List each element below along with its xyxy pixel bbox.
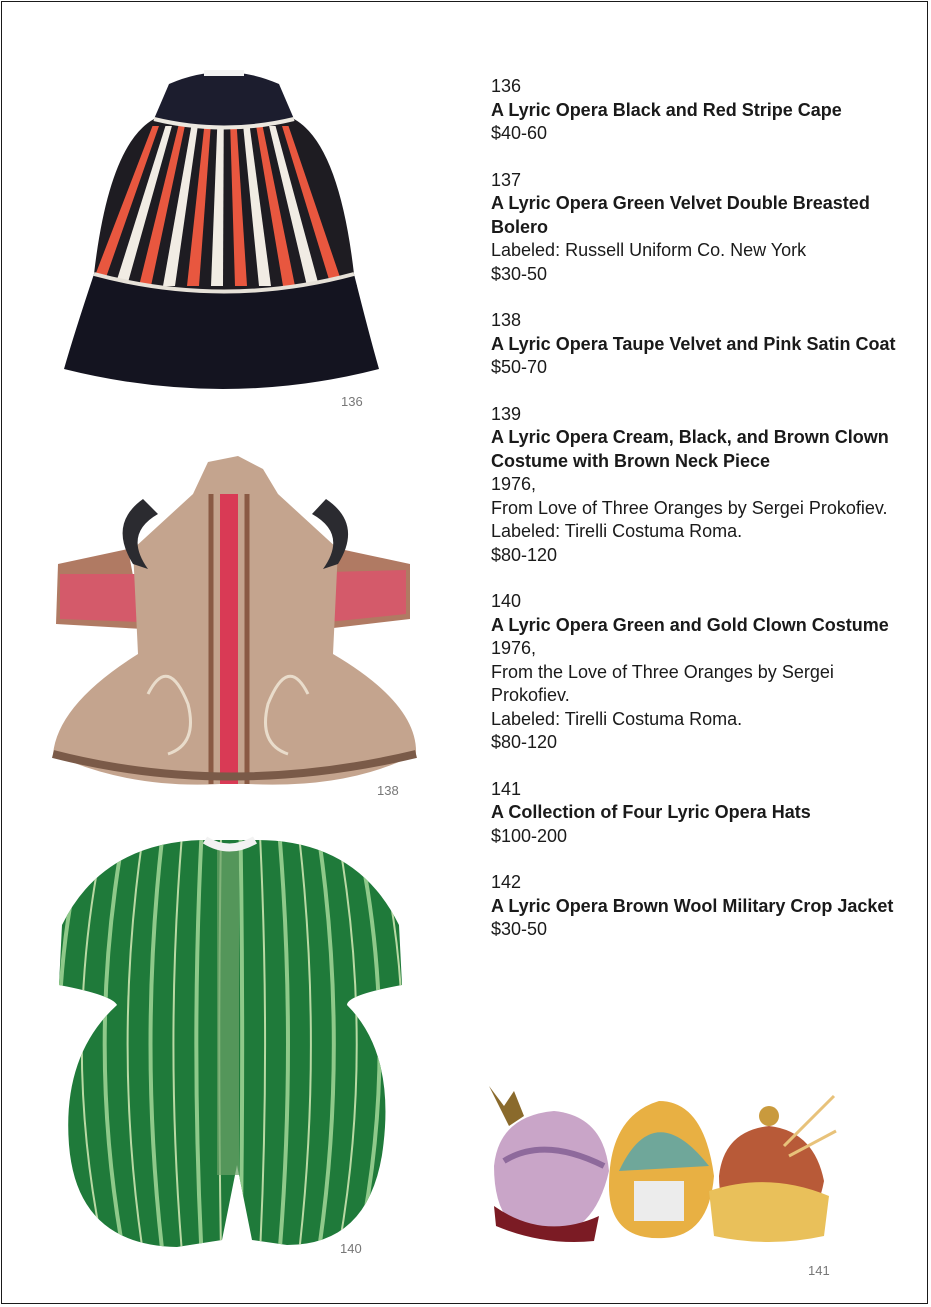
lot-detail: Labeled: Russell Uniform Co. New York bbox=[491, 240, 807, 260]
green-costume-image bbox=[57, 835, 405, 1253]
lot-estimate: $50-70 bbox=[491, 357, 548, 377]
lot-entry bbox=[491, 778, 901, 849]
lot-title: A Lyric Opera Cream, Black, and Brown Clown Costume with Brown Neck Piece bbox=[491, 427, 889, 471]
lot-entry bbox=[491, 590, 901, 755]
lot-entry bbox=[491, 309, 901, 380]
lot-estimate: $40-60 bbox=[491, 123, 548, 143]
image-caption: 140 bbox=[340, 1241, 362, 1256]
lot-number: 136 bbox=[491, 76, 522, 96]
lot-detail: From Love of Three Oranges by Sergei Prokofiev. bbox=[491, 497, 888, 518]
lot-detail: Labeled: Tirelli Costuma Roma. bbox=[491, 521, 743, 541]
lot-entry bbox=[491, 871, 901, 942]
lot-entry bbox=[491, 403, 901, 568]
lot-title: A Lyric Opera Taupe Velvet and Pink Satin Coat bbox=[491, 333, 896, 354]
cape-image bbox=[64, 64, 379, 402]
lot-number: 140 bbox=[491, 591, 522, 611]
lot-entry bbox=[491, 169, 901, 287]
lot-number: 138 bbox=[491, 310, 522, 330]
lot-detail: 1976, bbox=[491, 474, 537, 494]
lot-number: 139 bbox=[491, 403, 522, 424]
hats-image bbox=[484, 1076, 840, 1246]
catalog-page bbox=[1, 1, 928, 1304]
image-caption: 136 bbox=[341, 394, 363, 409]
image-caption: 138 bbox=[377, 783, 399, 798]
lot-number: 141 bbox=[491, 778, 522, 799]
image-caption: 141 bbox=[808, 1263, 830, 1278]
lot-detail: From the Love of Three Oranges by Sergei Prokofiev. bbox=[491, 661, 834, 705]
lot-entry bbox=[491, 75, 901, 146]
coat-image bbox=[48, 454, 420, 790]
lot-estimate: $80-120 bbox=[491, 544, 558, 565]
lot-title: A Lyric Opera Green Velvet Double Breasted Bolero bbox=[491, 193, 870, 237]
lot-estimate: $30-50 bbox=[491, 263, 548, 284]
lot-estimate: $30-50 bbox=[491, 919, 548, 939]
lot-list bbox=[491, 75, 901, 965]
lot-number: 137 bbox=[491, 169, 522, 190]
lot-title: A Lyric Opera Brown Wool Military Crop Jacket bbox=[491, 895, 894, 916]
lot-detail: Labeled: Tirelli Costuma Roma. bbox=[491, 708, 743, 729]
lot-title: A Lyric Opera Green and Gold Clown Costume bbox=[491, 614, 889, 635]
lot-title: A Collection of Four Lyric Opera Hats bbox=[491, 802, 811, 822]
lot-estimate: $100-200 bbox=[491, 825, 568, 846]
lot-title: A Lyric Opera Black and Red Stripe Cape bbox=[491, 99, 842, 120]
lot-detail: 1976, bbox=[491, 638, 537, 658]
lot-number: 142 bbox=[491, 872, 522, 892]
lot-estimate: $80-120 bbox=[491, 732, 558, 752]
